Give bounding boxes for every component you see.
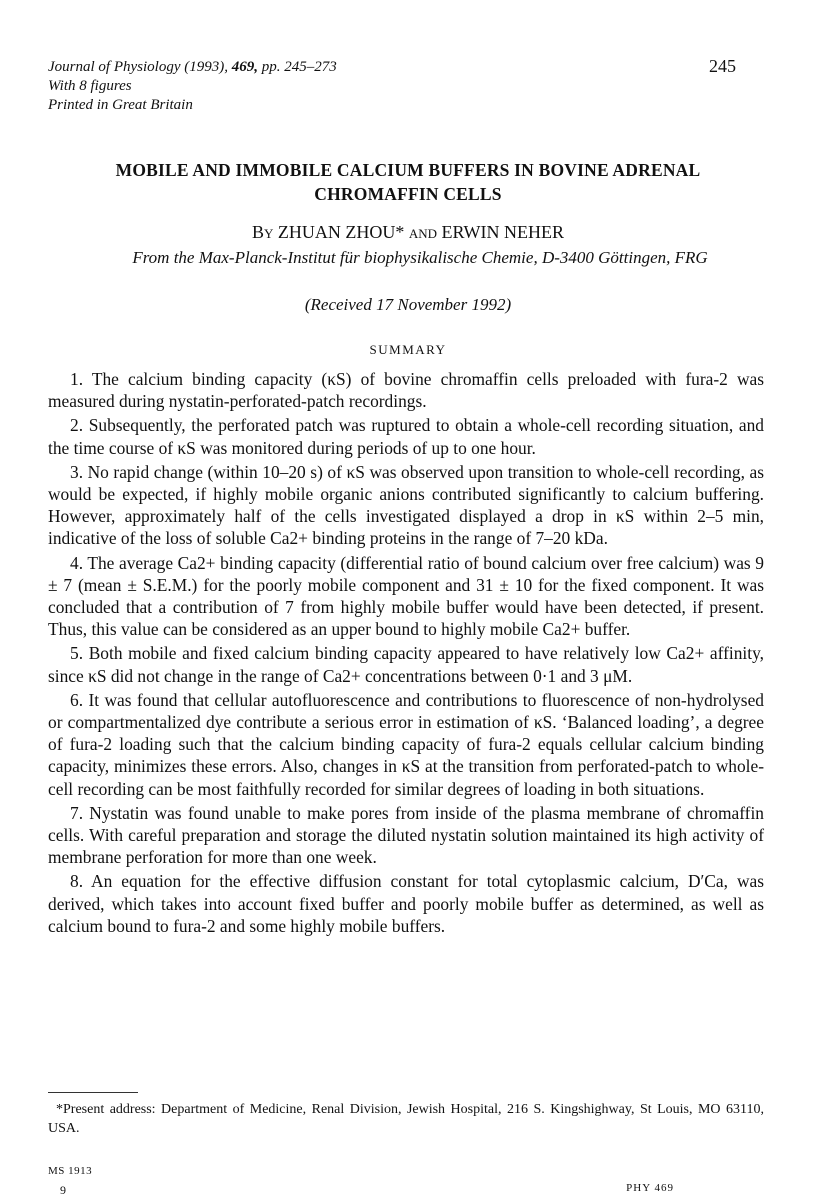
page-number: 245 xyxy=(709,56,736,76)
summary-point-1: 1. The calcium binding capacity (κS) of bovine chromaffin cells preloaded with fura-2 was measured during nystatin-perforated-patch recordings. xyxy=(48,369,764,412)
ms-code: MS 1913 xyxy=(48,1165,93,1177)
summary-point-4: 4. The average Ca2+ binding capacity (differential ratio of bound calcium over free calcium) was 9 ± 7 (mean ± S.E.M.) for the poorly mobile component and 31 ± 10 for the fixed component. It was concluded that a contribution of 7 from highly mobile buffer would have been detected, if present. Thus, this value can be considered as an upper bound to highly mobile Ca2+ buffer. xyxy=(48,552,764,640)
journal-pages: pp. 245–273 xyxy=(261,59,337,75)
and-label: and xyxy=(408,222,438,242)
signature-number: 9 xyxy=(60,1183,66,1197)
running-header xyxy=(48,58,337,115)
author-zhou: ZHUAN ZHOU* xyxy=(277,222,405,242)
printed-in: Printed in Great Britain xyxy=(48,97,193,113)
title-line-2: CHROMAFFIN CELLS xyxy=(314,184,502,204)
article-title xyxy=(40,158,776,206)
summary-point-3: 3. No rapid change (within 10–20 s) of κS was observed upon transition to whole-cell recording, as would be expected, if highly mobile organic anions contributed significantly to calcium buffering. However, approximately half of the cells investigated displayed a drop in κS within 2–5 min, indicative of the loss of soluble Ca2+ binding proteins in the range of 7–20 kDa. xyxy=(48,461,764,549)
summary-point-5: 5. Both mobile and fixed calcium binding capacity appeared to have relatively low Ca2+ affinity, since κS did not change in the range of Ca2+ concentrations between 0·1 and 3 μM. xyxy=(48,643,764,686)
summary-point-8: 8. An equation for the effective diffusion constant for total cytoplasmic calcium, D′Ca, was derived, which takes into account fixed buffer and poorly mobile buffer as determined, as well as calcium bound to fura-2 and some highly mobile buffers. xyxy=(48,871,764,936)
author-neher: ERWIN NEHER xyxy=(441,222,565,242)
footnote: *Present address: Department of Medicine, Renal Division, Jewish Hospital, 216 S. Kingshighway, St Louis, MO 63110, USA. xyxy=(48,1102,764,1136)
summary-point-7: 7. Nystatin was found unable to make pores from inside of the plasma membrane of chromaffin cells. With careful preparation and storage the diluted nystatin solution maintained its high activity of membrane perforation for more than one week. xyxy=(48,802,764,868)
author-line xyxy=(0,222,816,243)
journal-volume: 469, xyxy=(231,59,258,75)
title-line-1: MOBILE AND IMMOBILE CALCIUM BUFFERS IN BOVINE ADRENAL xyxy=(115,160,701,180)
summary-heading: SUMMARY xyxy=(369,342,447,357)
journal-year: (1993), xyxy=(184,59,228,75)
received-date: (Received 17 November 1992) xyxy=(304,295,512,314)
phy-code: PHY 469 xyxy=(626,1182,674,1194)
summary-point-6: 6. It was found that cellular autofluorescence and contributions to fluorescence of non-hydrolysed or compartmentalized dye contribute a serious error in estimation of κS. ‘Balanced loading’, a degree of fura-2 loading such that the calcium binding capacity of fura-2 equals cellular calcium binding capacity, minimizes these errors. Also, changes in κS at the transition from perforated-patch to whole-cell recording can be most faithfully recorded for similar degrees of loading in both situations. xyxy=(48,689,764,799)
by-label: By xyxy=(251,222,274,242)
figure-count: With 8 figures xyxy=(48,78,132,94)
summary-point-2: 2. Subsequently, the perforated patch was ruptured to obtain a whole-cell recording situation, and the time course of κS was monitored during periods of up to one hour. xyxy=(48,415,764,458)
affiliation: From the Max-Planck-Institut für biophysikalische Chemie, D-3400 Göttingen, FRG xyxy=(132,248,708,267)
footnote-divider xyxy=(48,1092,138,1093)
citation-line xyxy=(48,58,337,77)
summary-body xyxy=(48,368,764,939)
journal-name: Journal of Physiology xyxy=(48,59,181,75)
